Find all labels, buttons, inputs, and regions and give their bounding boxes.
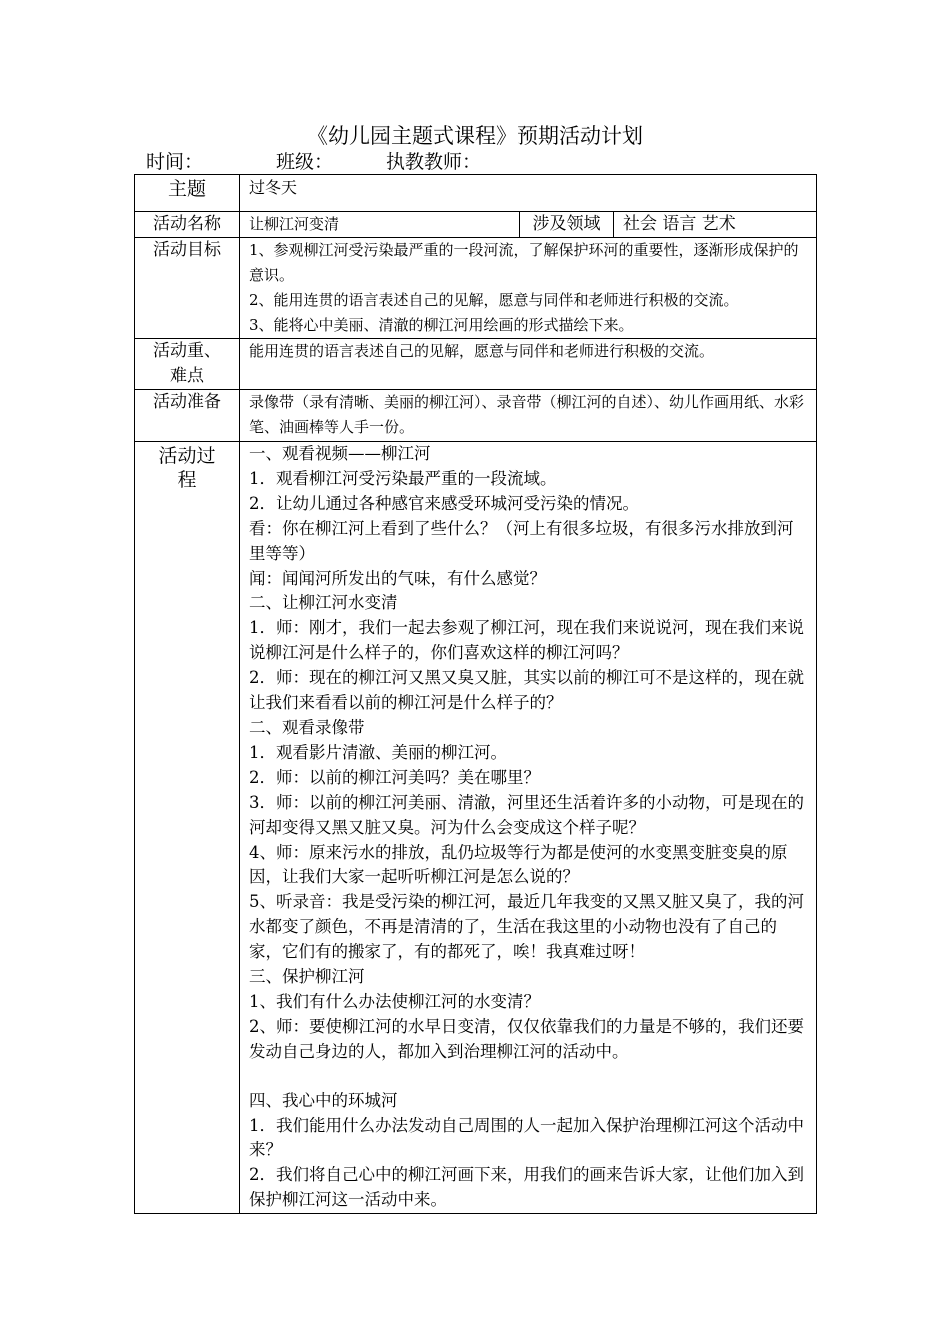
process-row bbox=[135, 442, 817, 1214]
process-step: 2．师：以前的柳江河美吗？美在哪里？ bbox=[249, 767, 540, 787]
process-steps bbox=[240, 442, 817, 1214]
process-step: 2．我们将自己心中的柳江河画下来，用我们的画来告诉大家，让他们加入到保护柳江河这一活动中来。 bbox=[249, 1165, 804, 1210]
activity-name-label: 活动名称 bbox=[135, 212, 240, 238]
process-step: 三、保护柳江河 bbox=[249, 967, 365, 987]
process-blank-line bbox=[249, 1065, 808, 1089]
theme-row bbox=[135, 175, 817, 212]
goal-item: 2、能用连贯的语言表述自己的见解，愿意与同伴和老师进行积极的交流。 bbox=[249, 291, 739, 309]
theme-value: 过冬天 bbox=[240, 175, 817, 212]
activity-plan-table bbox=[134, 174, 817, 1214]
process-step: 2、师：要使柳江河的水早日变清，仅仅依靠我们的力量是不够的，我们还要发动自己身边的人，都加入到治理柳江河的活动中。 bbox=[249, 1016, 804, 1061]
key-points-label bbox=[135, 339, 240, 390]
process-step: 5、听录音：我是受污染的柳江河，最近几年我变的又黑又脏又臭了，我的河水都变了颜色，不再是清清的了，生活在我这里的小动物也没有了自己的家，它们有的搬家了，有的都死了，唉！我真难过呀！ bbox=[249, 892, 804, 962]
goal-item: 3、能将心中美丽、清澈的柳江河用绘画的形式描绘下来。 bbox=[249, 316, 634, 334]
process-step: 一、观看视频——柳江河 bbox=[249, 444, 431, 463]
key-points-value: 能用连贯的语言表述自己的见解，愿意与同伴和老师进行积极的交流。 bbox=[240, 339, 817, 390]
process-label-line1: 活动过 bbox=[158, 445, 216, 467]
activity-name-value: 让柳江河变清 bbox=[240, 212, 520, 238]
key-points-label-line1: 活动重、 bbox=[153, 341, 221, 361]
goal-item: 1、参观柳江河受污染最严重的一段河流，了解保护环河的重要性，逐渐形成保护的意识。 bbox=[249, 241, 799, 284]
document-title: 《幼儿园主题式课程》预期活动计划 bbox=[307, 124, 643, 148]
process-step: 3．师：以前的柳江河美丽、清澈，河里还生活着许多的小动物，可是现在的河却变得又黑又脏又臭。河为什么会变成这个样子呢？ bbox=[249, 792, 804, 837]
process-step: 1、我们有什么办法使柳江河的水变清？ bbox=[249, 991, 540, 1011]
activity-name-row bbox=[135, 212, 817, 238]
process-step: 二、让柳江河水变清 bbox=[249, 593, 398, 613]
process-step: 四、我心中的环城河 bbox=[249, 1090, 398, 1110]
process-step: 二、观看录像带 bbox=[249, 717, 365, 737]
theme-label: 主题 bbox=[135, 175, 240, 212]
teacher-label: 执教教师： bbox=[386, 151, 482, 173]
goals-label: 活动目标 bbox=[135, 238, 240, 339]
preparation-value: 录像带（录有清晰、美丽的柳江河）、录音带（柳江河的自述）、幼儿作画用纸、水彩笔、油画棒等人手一份。 bbox=[240, 390, 817, 442]
goals-row bbox=[135, 238, 817, 339]
process-step: 看：你在柳江河上看到了些什么？（河上有很多垃圾，有很多污水排放到河里等等） bbox=[249, 518, 794, 563]
time-label: 时间： bbox=[146, 151, 204, 173]
preparation-row bbox=[135, 390, 817, 442]
process-label-line2: 程 bbox=[177, 469, 197, 491]
field-value: 社会 语言 艺术 bbox=[614, 212, 817, 238]
process-label bbox=[135, 442, 240, 1214]
key-points-label-line2: 难点 bbox=[170, 366, 204, 386]
process-step: 2．让幼儿通过各种感官来感受环城河受污染的情况。 bbox=[249, 493, 639, 513]
preparation-label: 活动准备 bbox=[135, 390, 240, 442]
process-step: 4、师：原来污水的排放，乱仍垃圾等行为都是使河的水变黑变脏变臭的原因，让我们大家一起听听柳江河是怎么说的？ bbox=[249, 842, 788, 887]
field-label: 涉及领域 bbox=[520, 212, 614, 238]
process-step: 1．观看影片清澈、美丽的柳江河。 bbox=[249, 742, 507, 762]
process-step: 1．观看柳江河受污染最严重的一段流域。 bbox=[249, 468, 557, 488]
goals-list bbox=[240, 238, 817, 339]
process-step: 2．师：现在的柳江河又黑又臭又脏，其实以前的柳江可不是这样的，现在就让我们来看看以前的柳江河是什么样子的？ bbox=[249, 668, 804, 713]
key-points-row bbox=[135, 339, 817, 390]
class-label: 班级： bbox=[276, 151, 334, 173]
process-step: 闻：闻闻河所发出的气味，有什么感觉？ bbox=[249, 568, 546, 588]
process-step: 1．我们能用什么办法发动自己周围的人一起加入保护治理柳江河这个活动中来？ bbox=[249, 1115, 804, 1160]
process-step: 1．师：刚才，我们一起去参观了柳江河，现在我们来说说河，现在我们来说说柳江河是什么样子的，你们喜欢这样的柳江河吗？ bbox=[249, 618, 804, 663]
